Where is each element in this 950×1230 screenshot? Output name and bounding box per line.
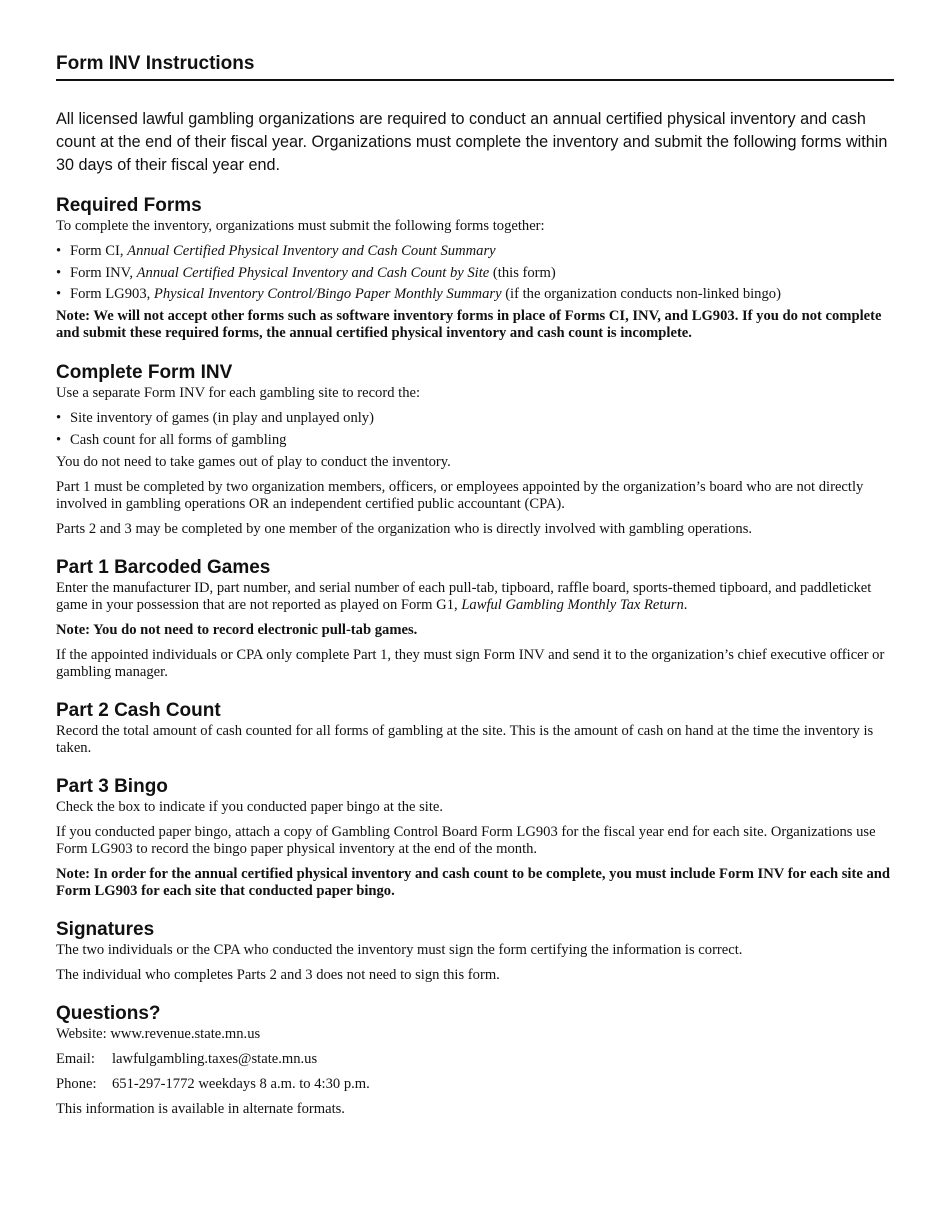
part3-note: Note: In order for the annual certified physical inventory and cash count to be complete, you must include Form INV for each site and Form LG903 for each site that conducted paper bingo. (56, 865, 890, 899)
part3-heading: Part 3 Bingo (56, 775, 168, 797)
part3-p1: Check the box to indicate if you conducted paper bingo at the site. (56, 798, 444, 815)
part1-note: Note: You do not need to record electronic pull-tab games. (56, 621, 418, 638)
part1-heading: Part 1 Barcoded Games (56, 556, 271, 578)
complete-inv-p3: Parts 2 and 3 may be completed by one member of the organization who is directly involved with gambling operations. (56, 520, 753, 537)
questions-alt-formats: This information is available in alternate formats. (56, 1100, 345, 1117)
part3-section (56, 776, 894, 900)
signatures-p2: The individual who completes Parts 2 and 3 does not need to sign this form. (56, 966, 500, 983)
list-item: • Form LG903, Physical Inventory Control/Bingo Paper Monthly Summary (if the organization conducts non-linked bingo) (56, 286, 781, 303)
questions-section (56, 1003, 894, 1118)
list-item: • Cash count for all forms of gambling (56, 431, 287, 448)
page-title: Form INV Instructions (56, 52, 894, 81)
complete-inv-list (56, 410, 894, 449)
complete-inv-section (56, 362, 894, 538)
complete-inv-heading: Complete Form INV (56, 362, 233, 384)
complete-inv-lead: Use a separate Form INV for each gambling site to record the: (56, 385, 421, 402)
email-link[interactable]: lawfulgambling.taxes@state.mn.us (112, 1050, 318, 1067)
required-forms-heading: Required Forms (56, 195, 202, 216)
signatures-heading: Signatures (56, 918, 155, 940)
list-item: • Site inventory of games (in play and unplayed only) (56, 410, 374, 427)
questions-phone: Phone: 651-297-1772 weekdays 8 a.m. to 4:30 p.m. (56, 1075, 370, 1092)
part2-p1: Record the total amount of cash counted for all forms of gambling at the site. This is the amount of cash on hand at the time the inventory is taken. (56, 722, 874, 756)
part2-section (56, 700, 894, 757)
part2-heading: Part 2 Cash Count (56, 699, 221, 721)
required-forms-lead: To complete the inventory, organizations must submit the following forms together: (56, 218, 545, 234)
intro-paragraph: All licensed lawful gambling organizations are required to conduct an annual certified physical inventory and cash count at the end of their fiscal year. Organizations must complete the inventory and submit the following forms within 30 days of their fiscal year end. (56, 110, 888, 174)
list-item: • Form INV, Annual Certified Physical Inventory and Cash Count by Site (this form) (56, 264, 556, 281)
complete-inv-p1: You do not need to take games out of play to conduct the inventory. (56, 453, 451, 470)
part1-p2: If the appointed individuals or CPA only complete Part 1, they must sign Form INV and send it to the organization’s chief executive officer or gambling manager. (56, 646, 885, 680)
website-link[interactable]: www.revenue.state.mn.us (110, 1025, 261, 1042)
document-page (56, 52, 894, 1118)
part3-p2: If you conducted paper bingo, attach a copy of Gambling Control Board Form LG903 for the fiscal year end for each site. Organizations use Form LG903 to record the bingo paper physical inventory at the end of the month. (56, 823, 876, 857)
required-forms-section (56, 195, 894, 342)
required-forms-list (56, 243, 894, 303)
complete-inv-p2: Part 1 must be completed by two organization members, officers, or employees appointed by the organization’s board who are not directly involved in gambling operations OR an independent certified public accountant (CPA). (56, 478, 864, 512)
required-forms-note: Note: We will not accept other forms such as software inventory forms in place of Forms CI, INV, and LG903. If you do not complete and submit these required forms, the annual certified physical inventory and cash count is incomplete. (56, 308, 882, 342)
signatures-section (56, 919, 894, 984)
questions-website: Website: www.revenue.state.mn.us (56, 1025, 261, 1042)
signatures-p1: The two individuals or the CPA who conducted the inventory must sign the form certifying the information is correct. (56, 941, 743, 958)
list-item: • Form CI, Annual Certified Physical Inventory and Cash Count Summary (56, 243, 496, 259)
part1-p1: Enter the manufacturer ID, part number, and serial number of each pull-tab, tipboard, raffle board, sports-themed tipboard, and paddleticket game in your possession that are not reported as played on Form G1, Lawful Gambling Monthly Tax Return. (56, 579, 872, 613)
questions-email: Email: lawfulgambling.taxes@state.mn.us (56, 1050, 318, 1067)
questions-heading: Questions? (56, 1002, 161, 1024)
part1-section (56, 557, 894, 681)
